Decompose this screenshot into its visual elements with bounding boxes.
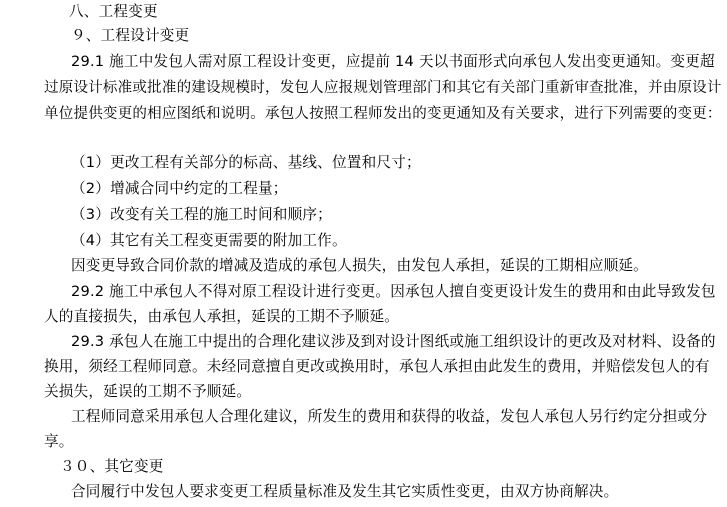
section-heading-9: ９、工程设计变更 [71, 27, 190, 44]
clause-29-3-line-1: 29.3 承包人在施工中提出的合理化建议涉及到对设计图纸或施工组织设计的更改及对材料、设备的 [71, 333, 716, 350]
clause-29-2-line-1: 29.2 施工中承包人不得对原工程设计进行变更。因承包人擅自变更设计发生的费用和由此导致发包 [71, 283, 716, 300]
change-list-item-4: （4）其它有关工程变更需要的附加工作。 [71, 232, 347, 249]
section-heading-30: ３０、其它变更 [60, 458, 164, 475]
change-list-item-2: （2）增减合同中约定的工程量； [71, 180, 288, 197]
clause-29-3-line-3: 关损失，延误的工期不予顺延。 [44, 383, 252, 400]
section-heading-8: 八、工程变更 [69, 3, 158, 20]
rationalization-clause-line-2: 享。 [44, 433, 74, 450]
clause-30: 合同履行中发包人要求变更工程质量标准及发生其它实质性变更，由双方协商解决。 [71, 483, 619, 500]
change-list-item-1: （1）更改工程有关部分的标高、基线、位置和尺寸； [71, 154, 421, 171]
rationalization-clause-line-1: 工程师同意采用承包人合理化建议，所发生的费用和获得的收益，发包人承包人另行约定分担或分 [71, 408, 708, 425]
change-list-item-3: （3）改变有关工程的施工时间和顺序； [71, 206, 332, 223]
clause-29-1-line-3: 单位提供变更的相应图纸和说明。承包人按照工程师发出的变更通知及有关要求，进行下列需要的变更： [44, 106, 722, 122]
clause-29-1-line-1: 29.1 施工中发包人需对原工程设计变更，应提前 14 天以书面形式向承包人发出变更通知。变更超 [71, 53, 715, 70]
clause-29-1-consequence: 因变更导致合同价款的增减及造成的承包人损失，由发包人承担，延误的工期相应顺延。 [71, 257, 648, 274]
clause-29-2-line-2: 人的直接损失，由承包人承担，延误的工期不予顺延。 [44, 308, 400, 325]
clause-29-3-line-2: 换用，须经工程师同意。未经同意擅自更改或换用时，承包人承担由此发生的费用，并赔偿发包人的有 [44, 358, 710, 375]
clause-29-1-line-2: 过原设计标准或批准的建设规模时，发包人应报规划管理部门和其它有关部门重新审查批准，并由原设计 [44, 80, 722, 96]
